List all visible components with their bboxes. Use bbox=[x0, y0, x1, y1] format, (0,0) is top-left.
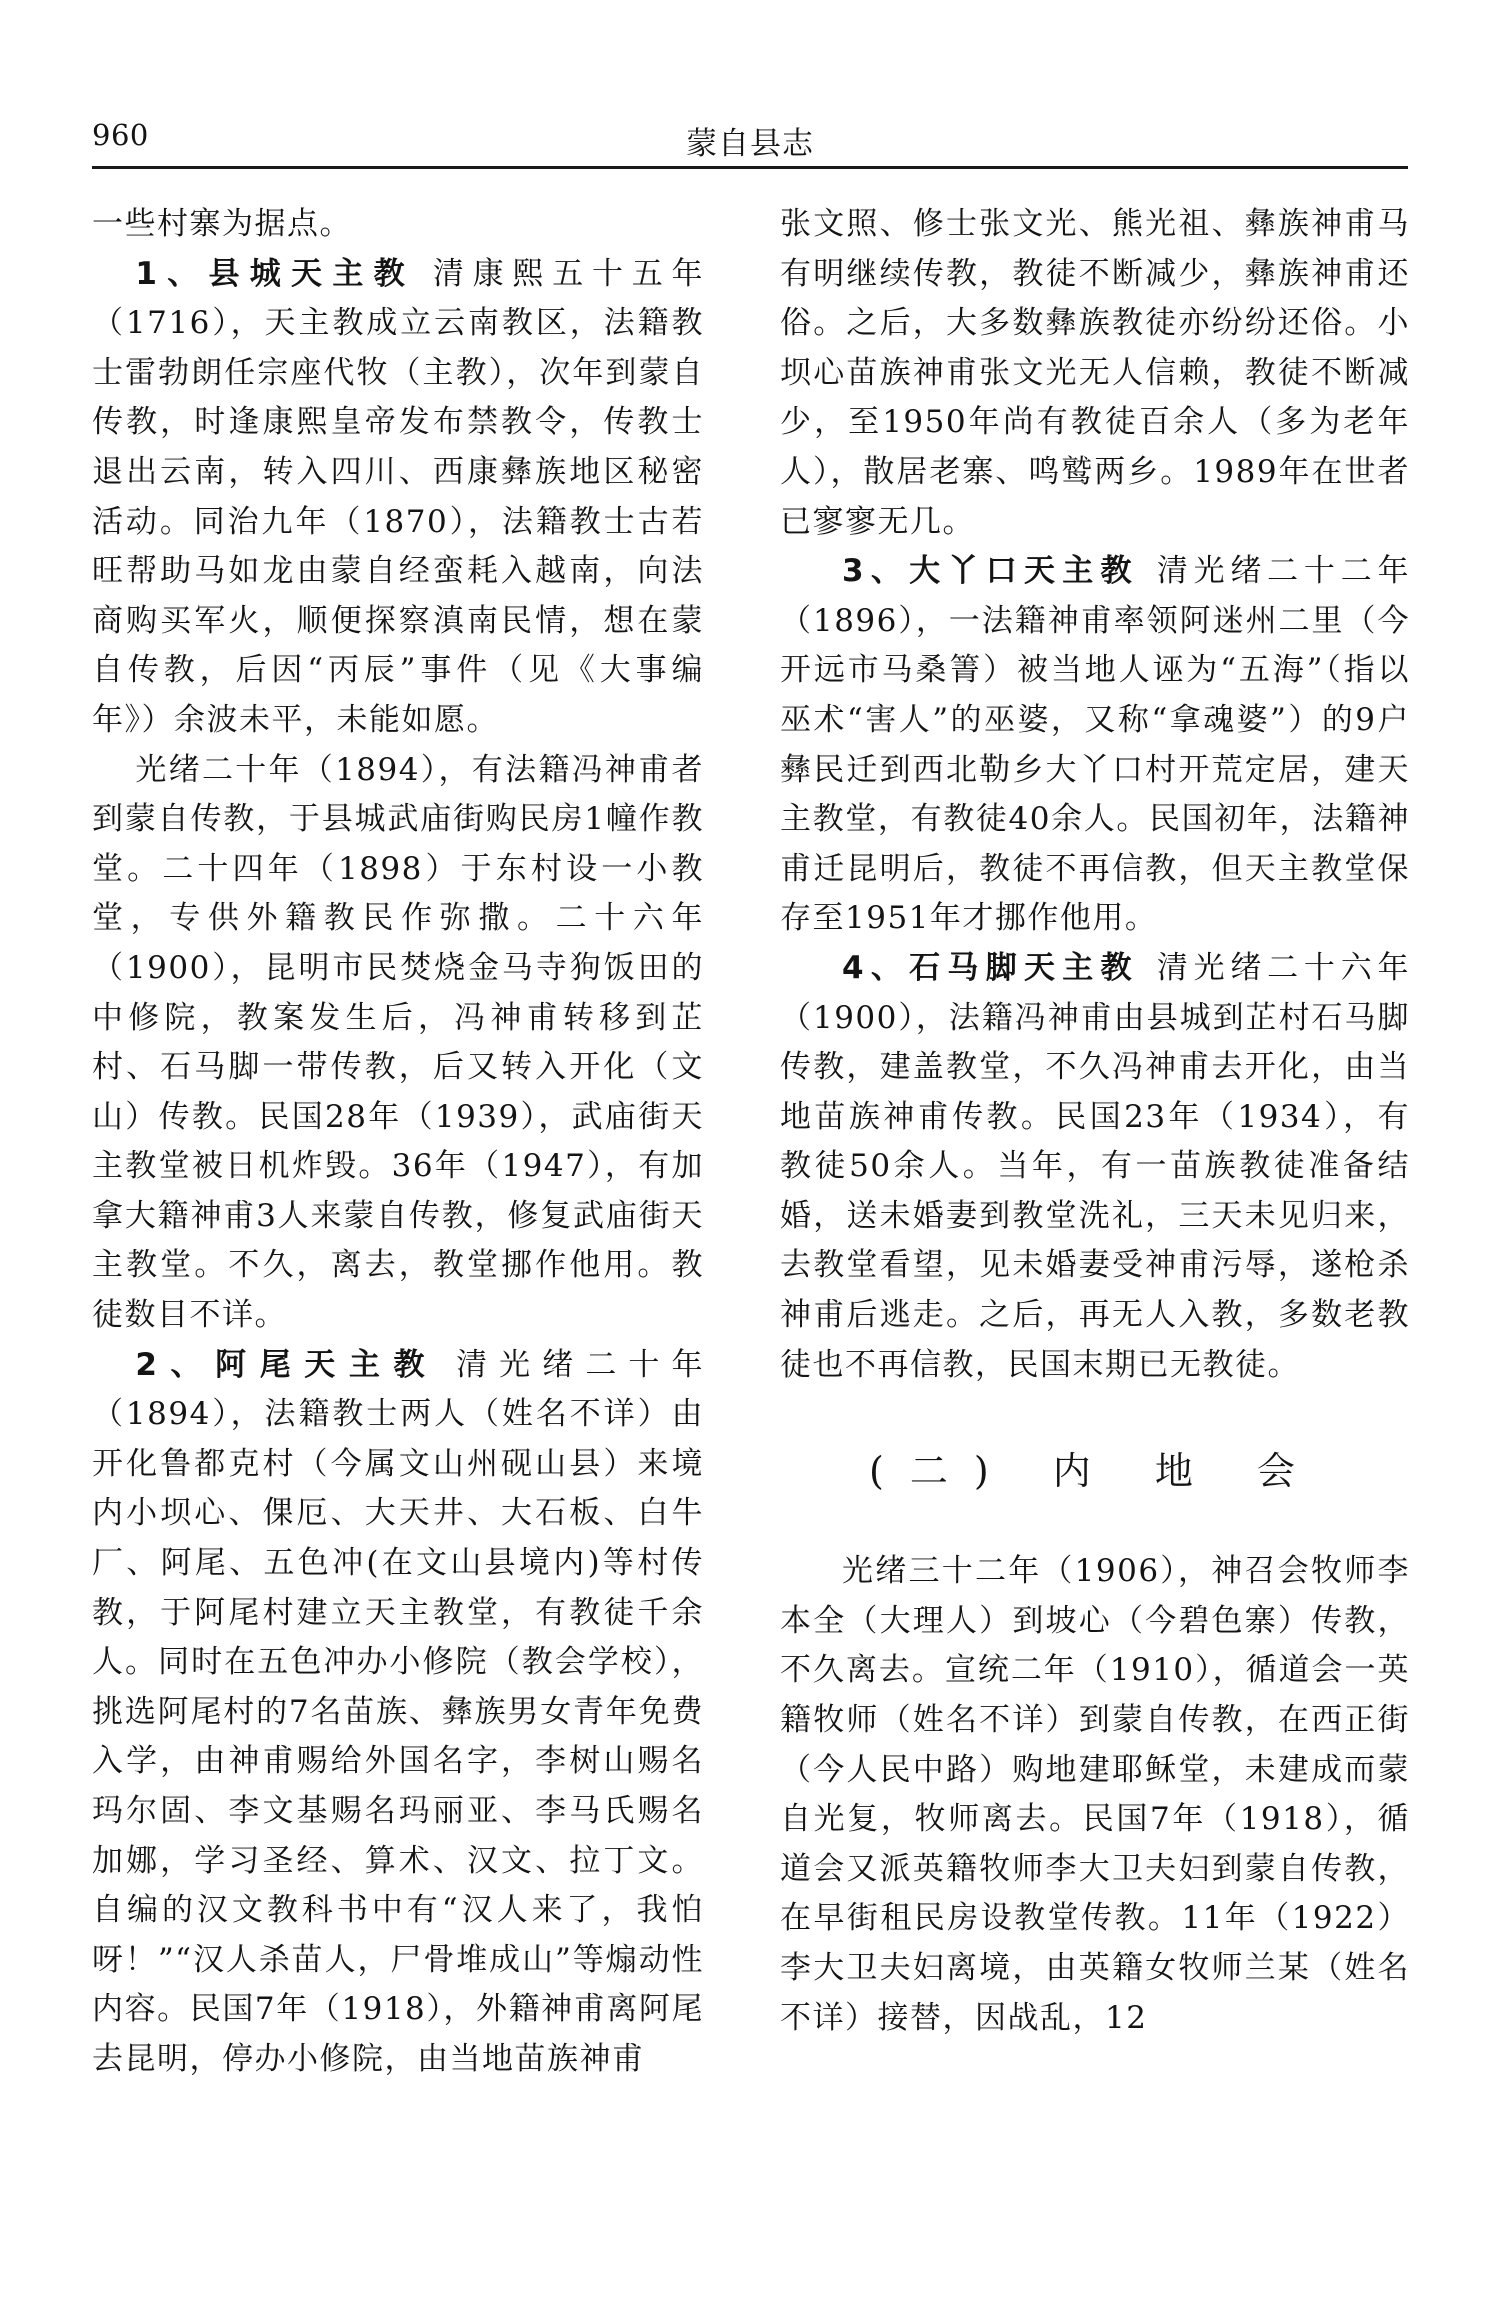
section-2-continued: 张文照、修士张文光、熊光祖、彝族神甫马有明继续传教，教徒不断减少，彝族神甫还俗。之后，大多数彝族教徒亦纷纷还俗。小坝心苗族神甫张文光无人信赖，教徒不断减少，至1950年尚有教徒百余人（多为老年人），散居老寨、鸣鹫两乡。1989年在世者已寥寥无几。 bbox=[780, 206, 1410, 540]
section-1-heading: 1、县城天主教 bbox=[135, 255, 415, 292]
header-rule bbox=[92, 166, 1408, 169]
inland-mission-paragraph: 光绪三十二年（1906），神召会牧师李本全（大理人）到坡心（今碧色寨）传教，不久离去。宣统二年（1910），循道会一英籍牧师（姓名不详）到蒙自传教，在西正街（今人民中路）购地建耶稣堂，未建成而蒙自光复，牧师离去。民国7年（1918），循道会又派英籍牧师李大卫夫妇到蒙自传教，在早街租民房设教堂传教。11年（1922）李大卫夫妇离境，由英籍女牧师兰某（姓名不详）接替，因战乱，12 bbox=[780, 1553, 1410, 2036]
section-4-heading: 4、石马脚天主教 bbox=[842, 949, 1139, 986]
section-4-paragraph bbox=[780, 944, 1410, 1390]
section-1-paragraph bbox=[92, 250, 704, 746]
right-column bbox=[780, 200, 1410, 2043]
page-header bbox=[92, 118, 1408, 178]
section-2-heading: 2、阿尾天主教 bbox=[135, 1346, 439, 1383]
intro-fragment: 一些村寨为据点。 bbox=[92, 206, 352, 242]
section-2-text: 清光绪二十年（1894），法籍教士两人（姓名不详）由开化鲁都克村（今属文山州砚山县）来境内小坝心、倮厄、大天井、大石板、白牛厂、阿尾、五色冲(在文山县境内)等村传教，于阿尾村建立天主教堂，有教徒千余人。同时在五色冲办小修院（教会学校），挑选阿尾村的7名苗族、彝族男女青年免费入学，由神甫赐给外国名字，李树山赐名玛尔固、李文基赐名玛丽亚、李马氏赐名加娜，学习圣经、算术、汉文、拉丁文。自编的汉文教科书中有“汉人来了，我怕呀！”“汉人杀苗人，尸骨堆成山”等煽动性内容。民国7年（1918），外籍神甫离阿尾去昆明，停办小修院，由当地苗族神甫 bbox=[92, 1346, 704, 2077]
section-1-paragraph-2: 光绪二十年（1894），有法籍冯神甫者到蒙自传教，于县城武庙街购民房1幢作教堂。二十四年（1898）于东村设一小教堂，专供外籍教民作弥撒。二十六年（1900），昆明市民焚烧金马寺狗饭田的中修院，教案发生后，冯神甫转移到芷村、石马脚一带传教，后又转入开化（文山）传教。民国28年（1939），武庙街天主教堂被日机炸毁。36年（1947），有加拿大籍神甫3人来蒙自传教，修复武庙街天主教堂。不久，离去，教堂挪作他用。教徒数目不详。 bbox=[92, 751, 704, 1334]
section-2-paragraph bbox=[92, 1341, 704, 2085]
page-number: 960 bbox=[92, 118, 149, 152]
section-4-text: 清光绪二十六年（1900），法籍冯神甫由县城到芷村石马脚传教，建盖教堂，不久冯神甫去开化，由当地苗族神甫传教。民国23年（1934），有教徒50余人。当年，有一苗族教徒准备结婚，送未婚妻到教堂洗礼，三天未见归来，去教堂看望，见未婚妻受神甫污辱，遂枪杀神甫后逃走。之后，再无人入教，多数老教徒也不再信教，民国末期已无教徒。 bbox=[780, 949, 1410, 1383]
section-3-heading: 3、大丫口天主教 bbox=[842, 553, 1139, 590]
section-heading-inland-mission: (二) 内 地 会 bbox=[869, 1449, 1321, 1494]
section-3-text: 清光绪二十二年（1896），一法籍神甫率领阿迷州二里（今开远市马桑箐）被当地人诬为“五海”（指以巫术“害人”的巫婆，又称“拿魂婆”）的9户彝民迁到西北勒乡大丫口村开荒定居，建天主教堂，有教徒40余人。民国初年，法籍神甫迁昆明后，教徒不再信教，但天主教堂保存至1951年才挪作他用。 bbox=[780, 553, 1410, 937]
left-column bbox=[92, 200, 704, 2085]
running-title: 蒙自县志 bbox=[686, 126, 814, 162]
section-1-text: 清康熙五十五年（1716），天主教成立云南教区，法籍教士雷勃朗任宗座代牧（主教），次年到蒙自传教，时逢康熙皇帝发布禁教令，传教士退出云南，转入四川、西康彝族地区秘密活动。同治九年（1870），法籍教士古若旺帮助马如龙由蒙自经蛮耗入越南，向法商购买军火，顺便探察滇南民情，想在蒙自传教，后因“丙辰”事件（见《大事编年》）余波未平，未能如愿。 bbox=[92, 255, 705, 738]
section-3-paragraph bbox=[780, 547, 1410, 944]
